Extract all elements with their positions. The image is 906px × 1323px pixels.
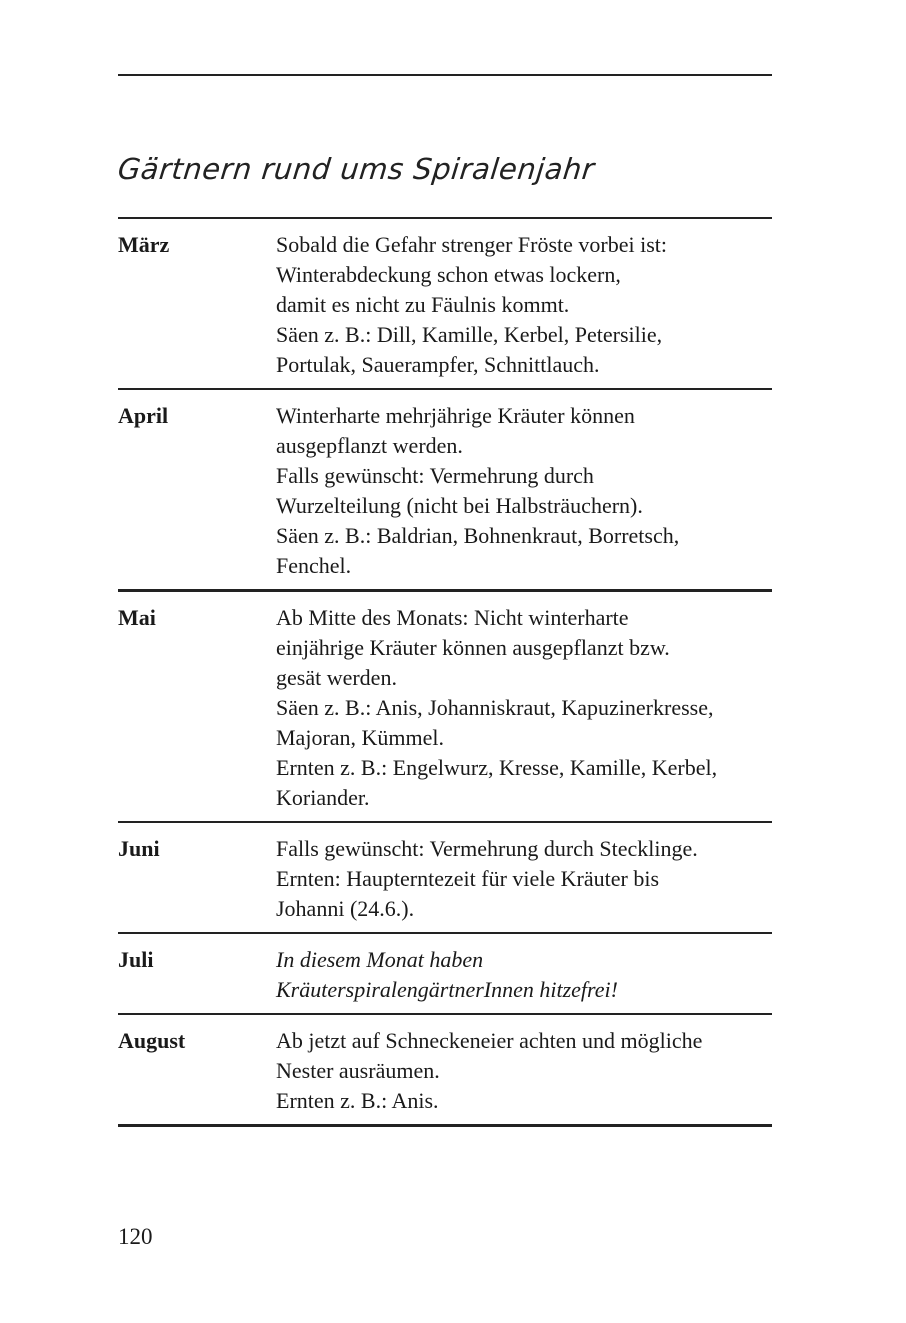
description-line: Winterharte mehrjährige Kräuter können [276,403,635,428]
month-label: August [118,1028,186,1053]
description-line: Wurzelteilung (nicht bei Halbsträuchern). [276,493,643,518]
description-line: Sobald die Gefahr strenger Fröste vorbei ist: [276,232,668,257]
description-line: Säen z. B.: Dill, Kamille, Kerbel, Petersilie, [276,322,663,347]
calendar-table [118,217,772,1127]
description-line: Ernten z. B.: Anis. [276,1088,439,1113]
description-line: Falls gewünscht: Vermehrung durch Stecklinge. [276,836,698,861]
month-label: April [118,403,169,428]
table-row [118,934,772,1015]
description-line: KräuterspiralengärtnerInnen hitzefrei! [276,977,618,1002]
description-line: Majoran, Kümmel. [276,725,445,750]
month-description [276,603,772,813]
month-description [276,230,772,380]
description-line: Ernten: Haupterntezeit für viele Kräuter bis [276,866,660,891]
top-rule [118,74,772,76]
month-description [276,1026,772,1116]
table-row [118,592,772,823]
month-label: März [118,232,170,257]
description-line: ausgepflanzt werden. [276,433,463,458]
month-label: Mai [118,605,156,630]
description-line: Säen z. B.: Anis, Johanniskraut, Kapuzinerkresse, [276,695,714,720]
description-line: Fenchel. [276,553,352,578]
description-line: Koriander. [276,785,370,810]
description-line: In diesem Monat haben [276,947,484,972]
month-description [276,834,772,924]
description-line: Winterabdeckung schon etwas lockern, [276,262,621,287]
table-row [118,1015,772,1127]
page-number: 120 [118,1224,153,1249]
description-line: Ab jetzt auf Schneckeneier achten und mögliche [276,1028,703,1053]
description-line: Johanni (24.6.). [276,896,415,921]
page-title: Gärtnern rund ums Spiralenjahr [116,152,597,186]
description-line: gesät werden. [276,665,397,690]
description-line: Portulak, Sauerampfer, Schnittlauch. [276,352,600,377]
description-line: Ernten z. B.: Engelwurz, Kresse, Kamille, Kerbel, [276,755,718,780]
table-row [118,823,772,934]
month-label: Juni [118,836,160,861]
description-line: Ab Mitte des Monats: Nicht winterharte [276,605,629,630]
table-row [118,219,772,390]
description-line: einjährige Kräuter können ausgepflanzt bzw. [276,635,670,660]
month-description [276,401,772,581]
table-row [118,390,772,592]
month-description [276,945,772,1005]
description-line: damit es nicht zu Fäulnis kommt. [276,292,570,317]
description-line: Nester ausräumen. [276,1058,440,1083]
month-label: Juli [118,947,154,972]
description-line: Falls gewünscht: Vermehrung durch [276,463,594,488]
description-line: Säen z. B.: Baldrian, Bohnenkraut, Borretsch, [276,523,680,548]
